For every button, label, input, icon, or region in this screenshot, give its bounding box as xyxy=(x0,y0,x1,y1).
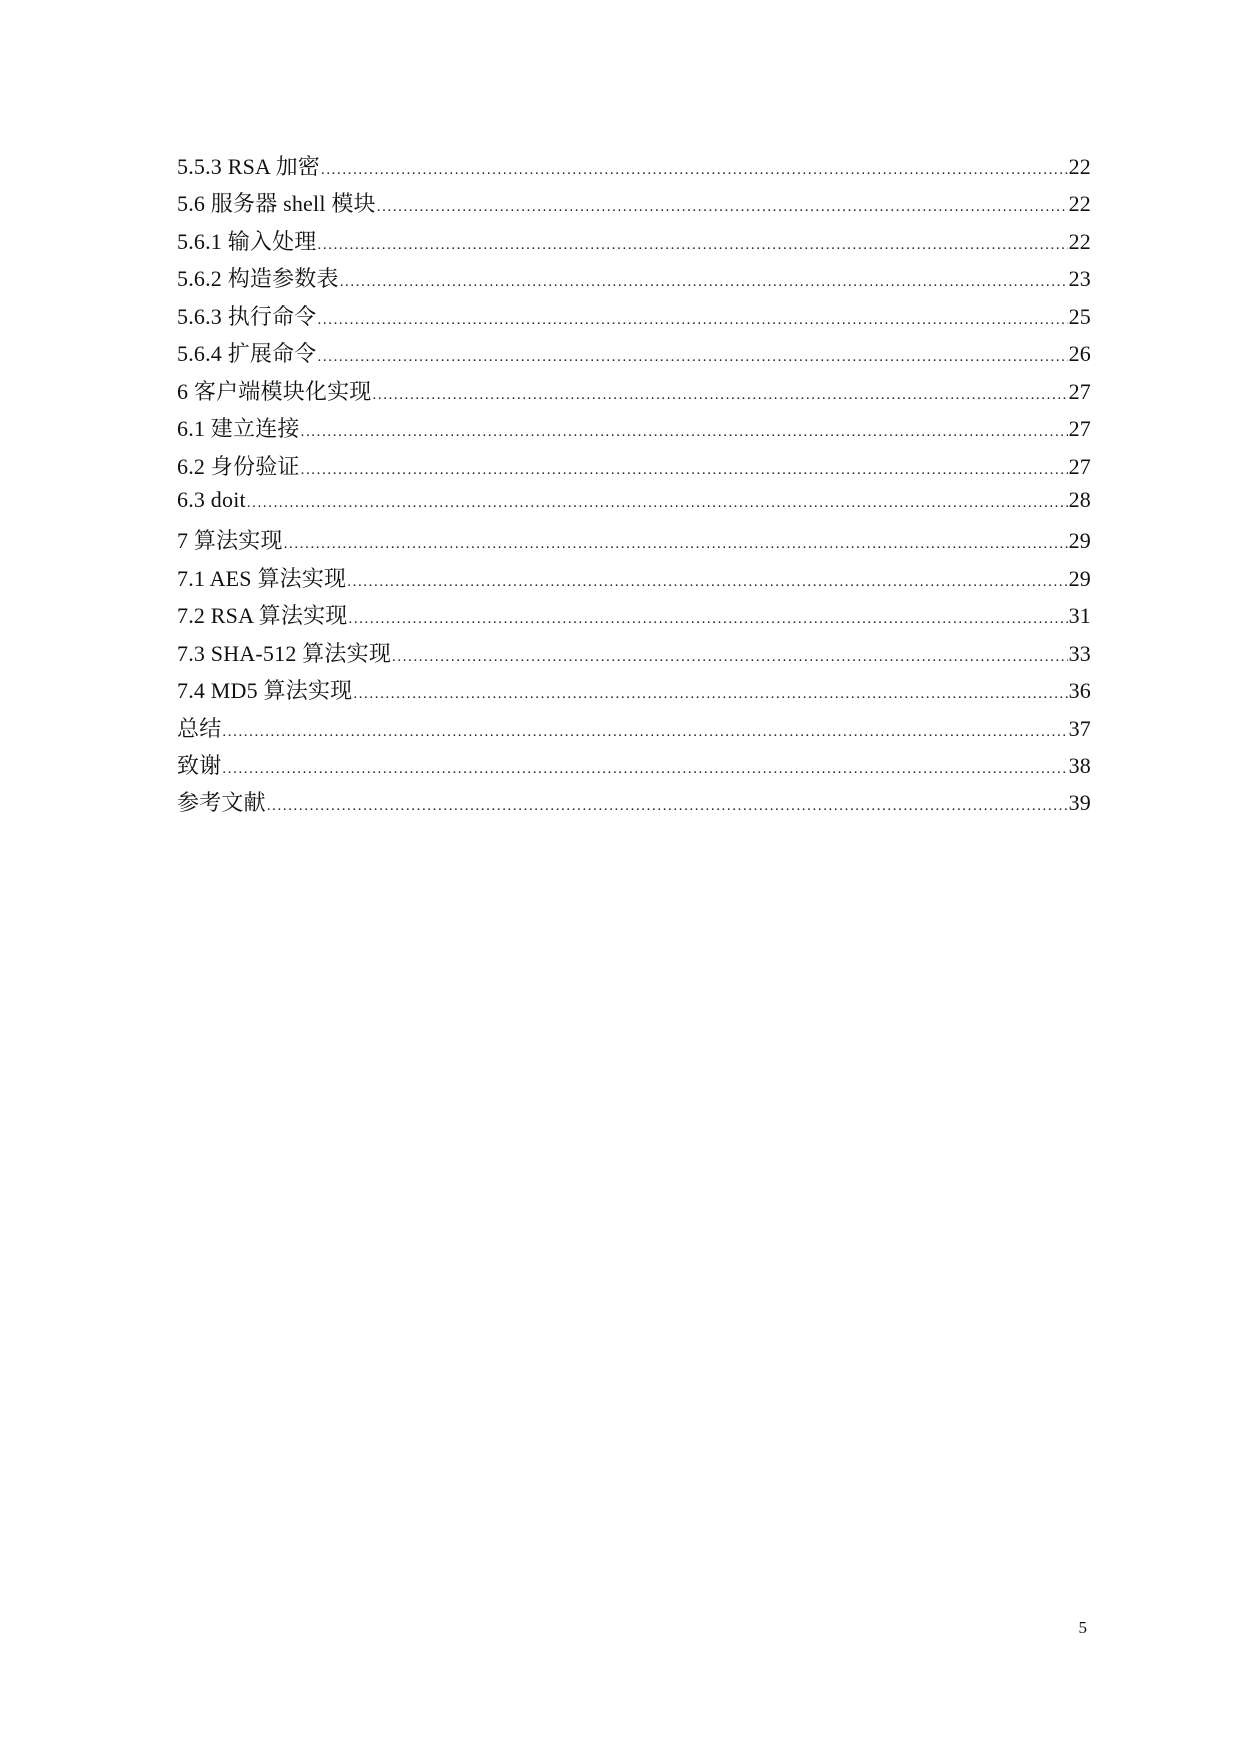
toc-leader-dots xyxy=(321,162,1068,179)
toc-entry[interactable] xyxy=(177,786,1091,823)
toc-entry-label: 6 客户端模块化实现 xyxy=(177,378,372,404)
toc-leader-dots xyxy=(353,686,1067,703)
toc-entry-label: 7.3 SHA-512 算法实现 xyxy=(177,640,392,666)
toc-entry-label: 7.2 RSA 算法实现 xyxy=(177,603,348,629)
toc-entry-page: 22 xyxy=(1068,154,1091,179)
toc-entry[interactable] xyxy=(177,225,1091,262)
toc-leader-dots xyxy=(347,574,1067,591)
toc-entry-page: 36 xyxy=(1068,678,1091,704)
toc-leader-dots xyxy=(318,237,1068,254)
page-number: 5 xyxy=(1078,1618,1087,1637)
toc-entry[interactable] xyxy=(177,300,1091,337)
toc-entry[interactable] xyxy=(177,337,1091,374)
toc-entry-label: 总结 xyxy=(177,715,222,741)
toc-entry[interactable] xyxy=(177,187,1091,224)
toc-entry[interactable] xyxy=(177,450,1091,487)
toc-leader-dots xyxy=(348,611,1067,628)
toc-leader-dots xyxy=(340,274,1068,291)
toc-entry-label: 致谢 xyxy=(177,753,222,778)
toc-entry-label: 6.3 doit xyxy=(177,486,246,512)
toc-leader-dots xyxy=(318,349,1068,366)
toc-entry-page: 31 xyxy=(1068,603,1091,629)
toc-entry-label: 5.6.2 构造参数表 xyxy=(177,266,339,292)
toc-entry-label: 5.6.1 输入处理 xyxy=(177,228,317,254)
toc-entry-page: 37 xyxy=(1068,715,1091,741)
toc-leader-dots xyxy=(267,798,1068,815)
toc-entry-label: 6.2 身份验证 xyxy=(177,453,300,479)
toc-entry-page: 29 xyxy=(1068,565,1091,591)
toc-entry-label: 7 算法实现 xyxy=(177,528,283,554)
toc-entry[interactable] xyxy=(177,524,1091,561)
toc-leader-dots xyxy=(284,536,1068,553)
toc-leader-dots xyxy=(247,495,1068,512)
toc-entry[interactable] xyxy=(177,487,1091,524)
toc-leader-dots xyxy=(318,312,1068,329)
toc-entry[interactable] xyxy=(177,599,1091,636)
toc-entry[interactable] xyxy=(177,375,1091,412)
toc-entry-label: 5.6 服务器 shell 模块 xyxy=(177,191,376,217)
toc-entry[interactable] xyxy=(177,562,1091,599)
toc-entry-label: 7.4 MD5 算法实现 xyxy=(177,678,353,704)
toc-leader-dots xyxy=(373,387,1068,404)
toc-leader-dots xyxy=(222,761,1067,778)
toc-entry-page: 27 xyxy=(1068,453,1091,479)
toc-leader-dots xyxy=(222,724,1067,741)
toc-entry-label: 5.6.4 扩展命令 xyxy=(177,341,317,367)
toc-entry-page: 38 xyxy=(1068,753,1091,778)
toc-leader-dots xyxy=(301,462,1068,479)
toc-entry[interactable] xyxy=(177,412,1091,449)
toc-leader-dots xyxy=(392,649,1068,666)
toc-entry-label: 5.6.3 执行命令 xyxy=(177,303,317,329)
toc-entry-page: 27 xyxy=(1068,378,1091,404)
toc-entry-label: 参考文献 xyxy=(177,790,266,816)
toc-entry[interactable] xyxy=(177,262,1091,299)
toc-entry-page: 23 xyxy=(1068,266,1091,292)
table-of-contents xyxy=(177,150,1091,824)
toc-entry-page: 25 xyxy=(1068,303,1091,329)
toc-entry-page: 39 xyxy=(1068,790,1091,816)
toc-entry-page: 29 xyxy=(1068,528,1091,554)
toc-entry[interactable] xyxy=(177,712,1091,749)
toc-entry-page: 28 xyxy=(1068,486,1091,512)
toc-entry-page: 27 xyxy=(1068,416,1091,442)
toc-entry-page: 33 xyxy=(1068,640,1091,666)
toc-leader-dots xyxy=(377,199,1068,216)
toc-entry[interactable] xyxy=(177,749,1091,786)
toc-entry-label: 5.5.3 RSA 加密 xyxy=(177,154,320,179)
toc-entry-label: 6.1 建立连接 xyxy=(177,416,300,442)
toc-leader-dots xyxy=(301,424,1068,441)
toc-entry-page: 26 xyxy=(1068,341,1091,367)
toc-entry-page: 22 xyxy=(1068,228,1091,254)
toc-entry[interactable] xyxy=(177,637,1091,674)
toc-entry[interactable] xyxy=(177,150,1091,187)
toc-entry-page: 22 xyxy=(1068,191,1091,217)
toc-entry-label: 7.1 AES 算法实现 xyxy=(177,565,347,591)
toc-entry[interactable] xyxy=(177,674,1091,711)
